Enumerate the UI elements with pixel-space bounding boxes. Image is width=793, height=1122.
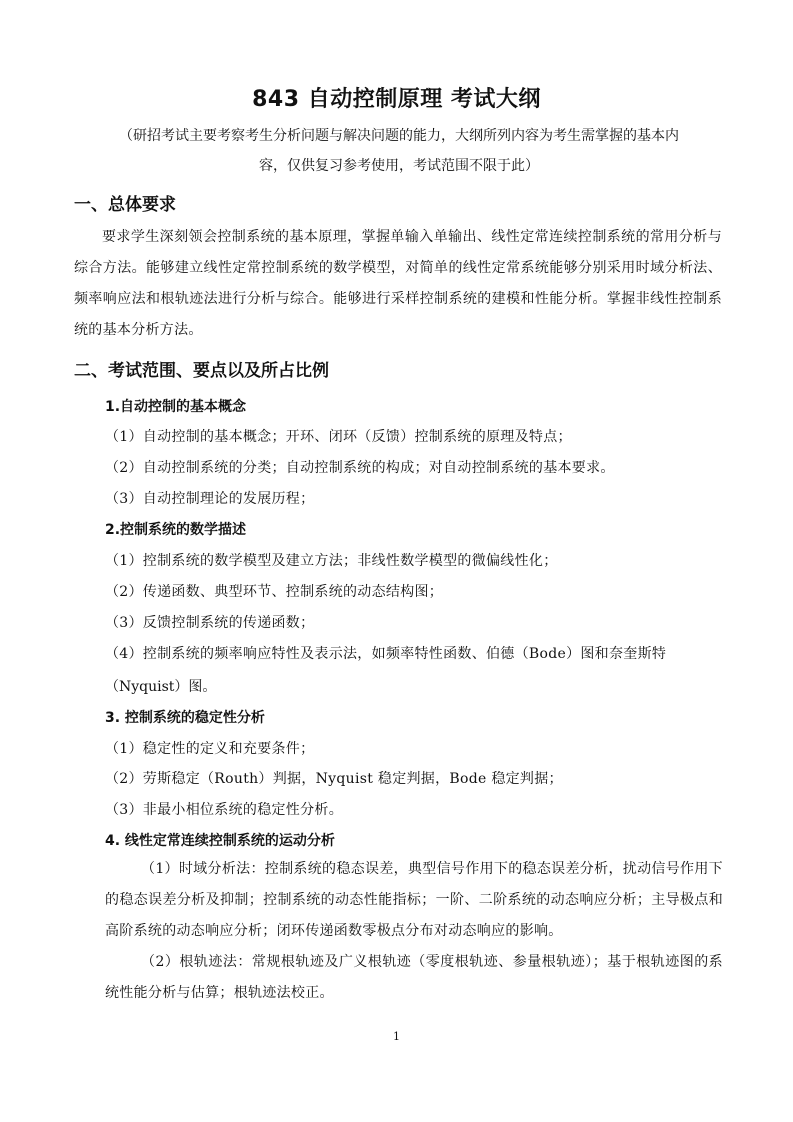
section-2-heading: 二、考试范围、要点以及所占比例	[74, 361, 329, 381]
note-line-2: 容，仅供复习参考使用，考试范围不限于此）	[259, 158, 539, 174]
list-item: （2）自动控制系统的分类；自动控制系统的构成；对自动控制系统的基本要求。	[105, 460, 615, 476]
list-item-continuation: （Nyquist）图。	[105, 679, 217, 695]
list-item: （1）控制系统的数学模型及建立方法；非线性数学模型的微偏线性化；	[105, 553, 558, 569]
subsection-1-heading: 1.自动控制的基本概念	[105, 399, 247, 415]
list-item: （2）劳斯稳定（Routh）判据，Nyquist 稳定判据，Bode 稳定判据；	[105, 771, 563, 787]
list-item: （2）传递函数、典型环节、控制系统的动态结构图；	[105, 584, 444, 600]
note-line-1: （研招考试主要考察考生分析问题与解决问题的能力，大纲所列内容为考生需掌握的基本内	[119, 128, 679, 144]
subsection-4-paragraph-2: （2）根轨迹法：常规根轨迹及广义根轨迹（零度根轨迹、参量根轨迹）；基于根轨迹图的系统性能分析与估算；根轨迹法校正。	[105, 954, 723, 1001]
subsection-2-heading: 2.控制系统的数学描述	[105, 522, 247, 538]
list-item: （3）非最小相位系统的稳定性分析。	[105, 802, 344, 818]
section-1-paragraph: 要求学生深刻领会控制系统的基本原理，掌握单输入单输出、线性定常连续控制系统的常用分析与综合方法。能够建立线性定常控制系统的数学模型，对简单的线性定常系统能够分别采用时域分析法、频率响应法和根轨迹法进行分析与综合。能够进行采样控制系统的建模和性能分析。掌握非线性控制系统的基本分析方法。	[74, 229, 722, 338]
list-item: （3）反馈控制系统的传递函数；	[105, 615, 315, 631]
list-item: （3）自动控制理论的发展历程；	[105, 491, 315, 507]
list-item: （1）自动控制的基本概念；开环、闭环（反馈）控制系统的原理及特点；	[105, 429, 572, 445]
page-title: 843 自动控制原理 考试大纲	[252, 87, 541, 112]
page-number: 1	[393, 1030, 400, 1043]
subsection-4-paragraph-1: （1）时域分析法：控制系统的稳态误差，典型信号作用下的稳态误差分析，扰动信号作用下的稳态误差分析及抑制；控制系统的动态性能指标；一阶、二阶系统的动态响应分析；主导极点和高阶系统的动态响应分析；闭环传递函数零极点分布对动态响应的影响。	[105, 861, 723, 939]
list-item: （4）控制系统的频率响应特性及表示法，如频率特性函数、伯德（Bode）图和奈奎斯特	[105, 646, 667, 662]
subsection-4-heading: 4. 线性定常连续控制系统的运动分析	[105, 833, 335, 849]
section-1-heading: 一、总体要求	[74, 195, 176, 215]
subsection-3-heading: 3. 控制系统的稳定性分析	[105, 710, 265, 726]
list-item: （1）稳定性的定义和充要条件；	[105, 741, 315, 757]
